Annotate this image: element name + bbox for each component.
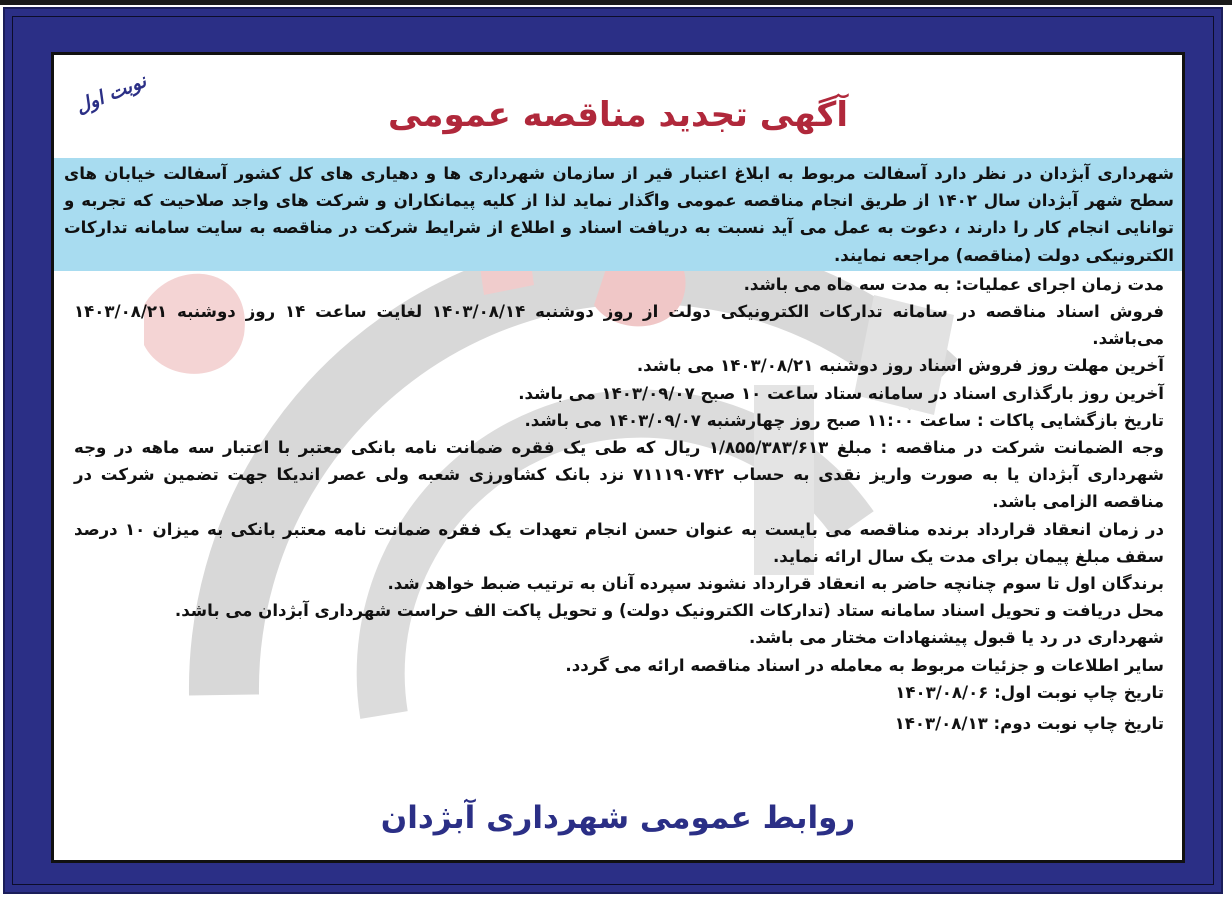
paragraph-delivery-location: محل دریافت و تحویل اسناد سامانه ستاد (تدارکات الکترونیک دولت) و تحویل پاکت الف حراست شهرداری آبژدان می باشد. xyxy=(174,601,1164,621)
signature: روابط عمومی شهرداری آبژدان xyxy=(380,800,856,836)
first-print-date: تاریخ چاپ نوبت اول: ۱۴۰۳/۰۸/۰۶ xyxy=(895,682,1164,702)
paragraph-sale-deadline: آخرین مهلت روز فروش اسناد روز دوشنبه ۱۴۰۳/۰۸/۲۱ می باشد. xyxy=(636,356,1164,376)
top-rule xyxy=(0,0,1232,5)
ad-body xyxy=(64,158,1174,737)
paragraph-guarantee: وجه الضمانت شرکت در مناقصه : مبلغ ۱/۸۵۵/۳۸۳/۶۱۳ ریال که طی یک فقره ضمانت نامه بانکی معتبر با اعتبار سه ماهه در وجه شهرداری آبژدان یا به صورت واریز نقدی به حساب ۷۱۱۱۹۰۷۴۲ نزد بانک کشاورزی شعبه ولی عصر اندیکا جهت تضمین شرکت در مناقصه الزامی باشد. xyxy=(74,438,1164,512)
paragraph-upload-deadline: آخرین روز بارگذاری اسناد در سامانه ستاد ساعت ۱۰ صبح ۱۴۰۳/۰۹/۰۷ می باشد. xyxy=(518,383,1164,403)
paragraph-winners: برندگان اول تا سوم چنانچه حاضر به انعقاد قرارداد نشوند سپرده آنان به ترتیب ضبط خواهد شد. xyxy=(387,574,1164,594)
paragraph-more-info: سایر اطلاعات و جزئیات مربوط به معامله در اسناد مناقصه ارائه می گردد. xyxy=(565,655,1164,675)
paragraph-duration: مدت زمان اجرای عملیات: به مدت سه ماه می باشد. xyxy=(743,274,1164,294)
paragraph-performance-bond: در زمان انعقاد قرارداد برنده مناقصه می بایست به عنوان حسن انجام تعهدات یک فقره ضمانت نامه معتبر بانکی به میزان ۱۰ درصد سقف مبلغ پیمان برای مدت یک سال ارائه نماید. xyxy=(74,519,1165,566)
first-publication-stamp: نوبت اول xyxy=(72,69,150,119)
paragraph-document-sale: فروش اسناد مناقصه در سامانه تدارکات الکترونیکی دولت از روز دوشنبه ۱۴۰۳/۰۸/۱۴ لغایت ساعت ۱۴ روز دوشنبه ۱۴۰۳/۰۸/۲۱ می‌باشد. xyxy=(74,302,1165,349)
paragraph-municipality-rights: شهرداری در رد یا قبول پیشنهادات مختار می باشد. xyxy=(748,628,1164,648)
paragraph-opening-date: تاریخ بازگشایی پاکات : ساعت ۱۱:۰۰ صبح روز چهارشنبه ۱۴۰۳/۰۹/۰۷ می باشد. xyxy=(524,410,1164,430)
second-print-date: تاریخ چاپ نوبت دوم: ۱۴۰۳/۰۸/۱۳ xyxy=(894,714,1164,734)
ad-title: آگهی تجدید مناقصه عمومی xyxy=(388,95,848,135)
intro-paragraph: شهرداری آبژدان در نظر دارد آسفالت مربوط به ابلاغ اعتبار قیر از سازمان شهرداری ها و دهیاری های کل کشور آسفالت خیابان های سطح شهر آبژدان سال ۱۴۰۲ از طریق انجام مناقصه عمومی واگذار نماید لذا از کلیه پیمانکاران و شرکت های واجد صلاحیت که تجربه و توانایی انجام کار را دارند ، دعوت به عمل می آید نسبت به دریافت اسناد و اطلاع از شرایط شرکت در مناقصه به سایت سامانه تدارکات الکترونیکی دولت (مناقصه) مراجعه نمایند. xyxy=(54,158,1184,271)
ad-content-panel xyxy=(51,52,1185,863)
ad-frame xyxy=(3,7,1223,894)
